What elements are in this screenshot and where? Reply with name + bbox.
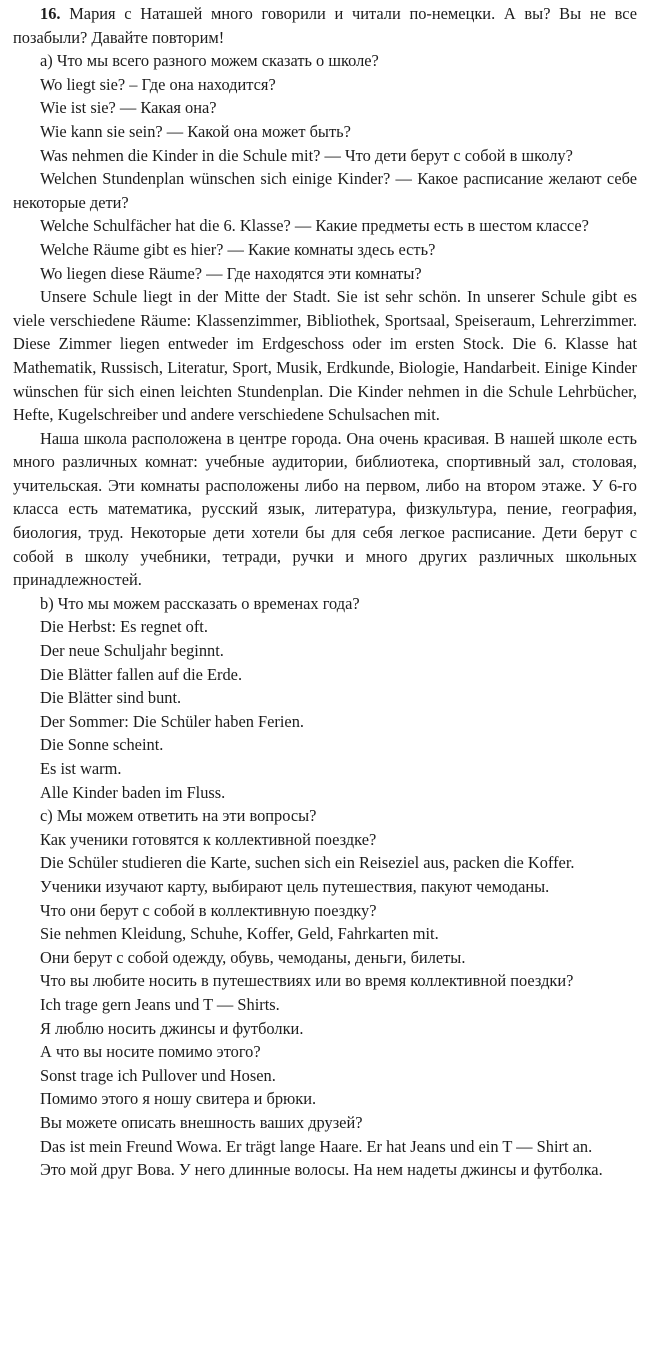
section-c-line: Sie nehmen Kleidung, Schuhe, Koffer, Geld, Fahrkarten mit. (40, 924, 439, 944)
section-c-line: Как ученики готовятся к коллективной поездке? (40, 829, 377, 849)
section-c-line: Помимо этого я ношу свитера и брюки. (40, 1089, 317, 1109)
section-b-line: Der neue Schuljahr beginnt. (40, 641, 224, 661)
section-b-line: Die Blätter sind bunt. (40, 688, 182, 708)
section-b-heading: b) Что мы можем рассказать о временах года? (40, 593, 360, 613)
section-c-line: Что они берут с собой в коллективную поездку? (40, 900, 377, 920)
section-c-line: Это мой друг Вова. У него длинные волосы. На нем надеты джинсы и футболка. (40, 1160, 603, 1180)
section-a-question: Welche Schulfächer hat die 6. Klasse? — Какие предметы есть в шестом классе? (40, 216, 589, 236)
section-c-line: Вы можете описать внешность ваших друзей? (40, 1112, 363, 1132)
section-c-line: Die Schüler studieren die Karte, suchen sich ein Reiseziel aus, packen die Koffer. (40, 853, 575, 873)
section-c-line: Ученики изучают карту, выбирают цель путешествия, пакуют чемоданы. (40, 876, 550, 896)
section-a-question: Welchen Stundenplan wünschen sich einige Kinder? — Какое расписание желают себе некоторые дети? (13, 169, 637, 212)
section-c-line: Das ist mein Freund Wowa. Er trägt lange Haare. Er hat Jeans und ein T — Shirt an. (40, 1136, 593, 1156)
section-c-line: Ich trage gern Jeans und T — Shirts. (40, 994, 280, 1014)
section-b-line: Die Blätter fallen auf die Erde. (40, 664, 243, 684)
section-a-german-text: Unsere Schule liegt in der Mitte der Stadt. Sie ist sehr schön. In unserer Schule gibt es viele verschiedene Räume: Klassenzimmer, Bibliothek, Sportsaal, Speiseraum, Lehrerzimmer. Diese Zimmer liegen entweder im Erdgeschoss oder im ersten Stock. Die 6. Klasse hat Mathematik, Russisch, Literatur, Sport, Musik, Erdkunde, Biologie, Handarbeit. Einige Kinder wünschen für sich einen leichten Stundenplan. Die Kinder nehmen in die Schule Lehrbücher, Hefte, Kugelschreiber und andere verschiedene Schulsachen mit. (13, 287, 637, 425)
section-c-line: А что вы носите помимо этого? (40, 1042, 261, 1062)
section-b-line: Die Sonne scheint. (40, 735, 164, 755)
section-a-question: Wie kann sie sein? — Какой она может быть? (40, 121, 351, 141)
section-c-line: Они берут с собой одежду, обувь, чемоданы, деньги, билеты. (40, 947, 466, 967)
section-b-line: Der Sommer: Die Schüler haben Ferien. (40, 711, 304, 731)
section-b-line: Alle Kinder baden im Fluss. (40, 782, 226, 802)
section-a-question: Was nehmen die Kinder in die Schule mit? — Что дети берут с собой в школу? (40, 145, 573, 165)
section-a-question: Wo liegen diese Räume? — Где находятся эти комнаты? (40, 263, 422, 283)
exercise-intro-text: Мария с Наташей много говорили и читали по-немецки. А вы? Вы не все позабыли? Давайте повторим! (13, 4, 637, 47)
section-b-line: Es ist warm. (40, 759, 122, 778)
section-b-line: Die Herbst: Es regnet oft. (40, 617, 208, 637)
section-a-russian-text: Наша школа расположена в центре города. Она очень красивая. В нашей школе есть много различных комнат: учебные аудитории, библиотека, спортивный зал, столовая, учительская. Эти комнаты расположены либо на первом, либо на втором этаже. У 6-го класса есть математика, русский язык, литература, физкультура, пение, география, биология, труд. Некоторые дети хотели бы для себя легкое расписание. Дети берут с собой в школу учебники, тетради, ручки и много других различных школьных принадлежностей. (13, 428, 637, 590)
exercise-number: 16. (40, 4, 61, 23)
section-a-question: Welche Räume gibt es hier? — Какие комнаты здесь есть? (40, 239, 436, 259)
exercise-intro (13, 2, 637, 49)
section-a-question: Wo liegt sie? – Где она находится? (40, 74, 276, 94)
section-c-heading: с) Мы можем ответить на эти вопросы? (40, 806, 317, 826)
section-c-line: Sonst trage ich Pullover und Hosen. (40, 1065, 276, 1085)
section-a-question: Wie ist sie? — Какая она? (40, 98, 217, 118)
section-c-line: Что вы любите носить в путешествиях или во время коллективной поездки? (40, 971, 574, 991)
section-a-heading: а) Что мы всего разного можем сказать о школе? (40, 51, 379, 71)
section-c-line: Я люблю носить джинсы и футболки. (40, 1018, 304, 1038)
